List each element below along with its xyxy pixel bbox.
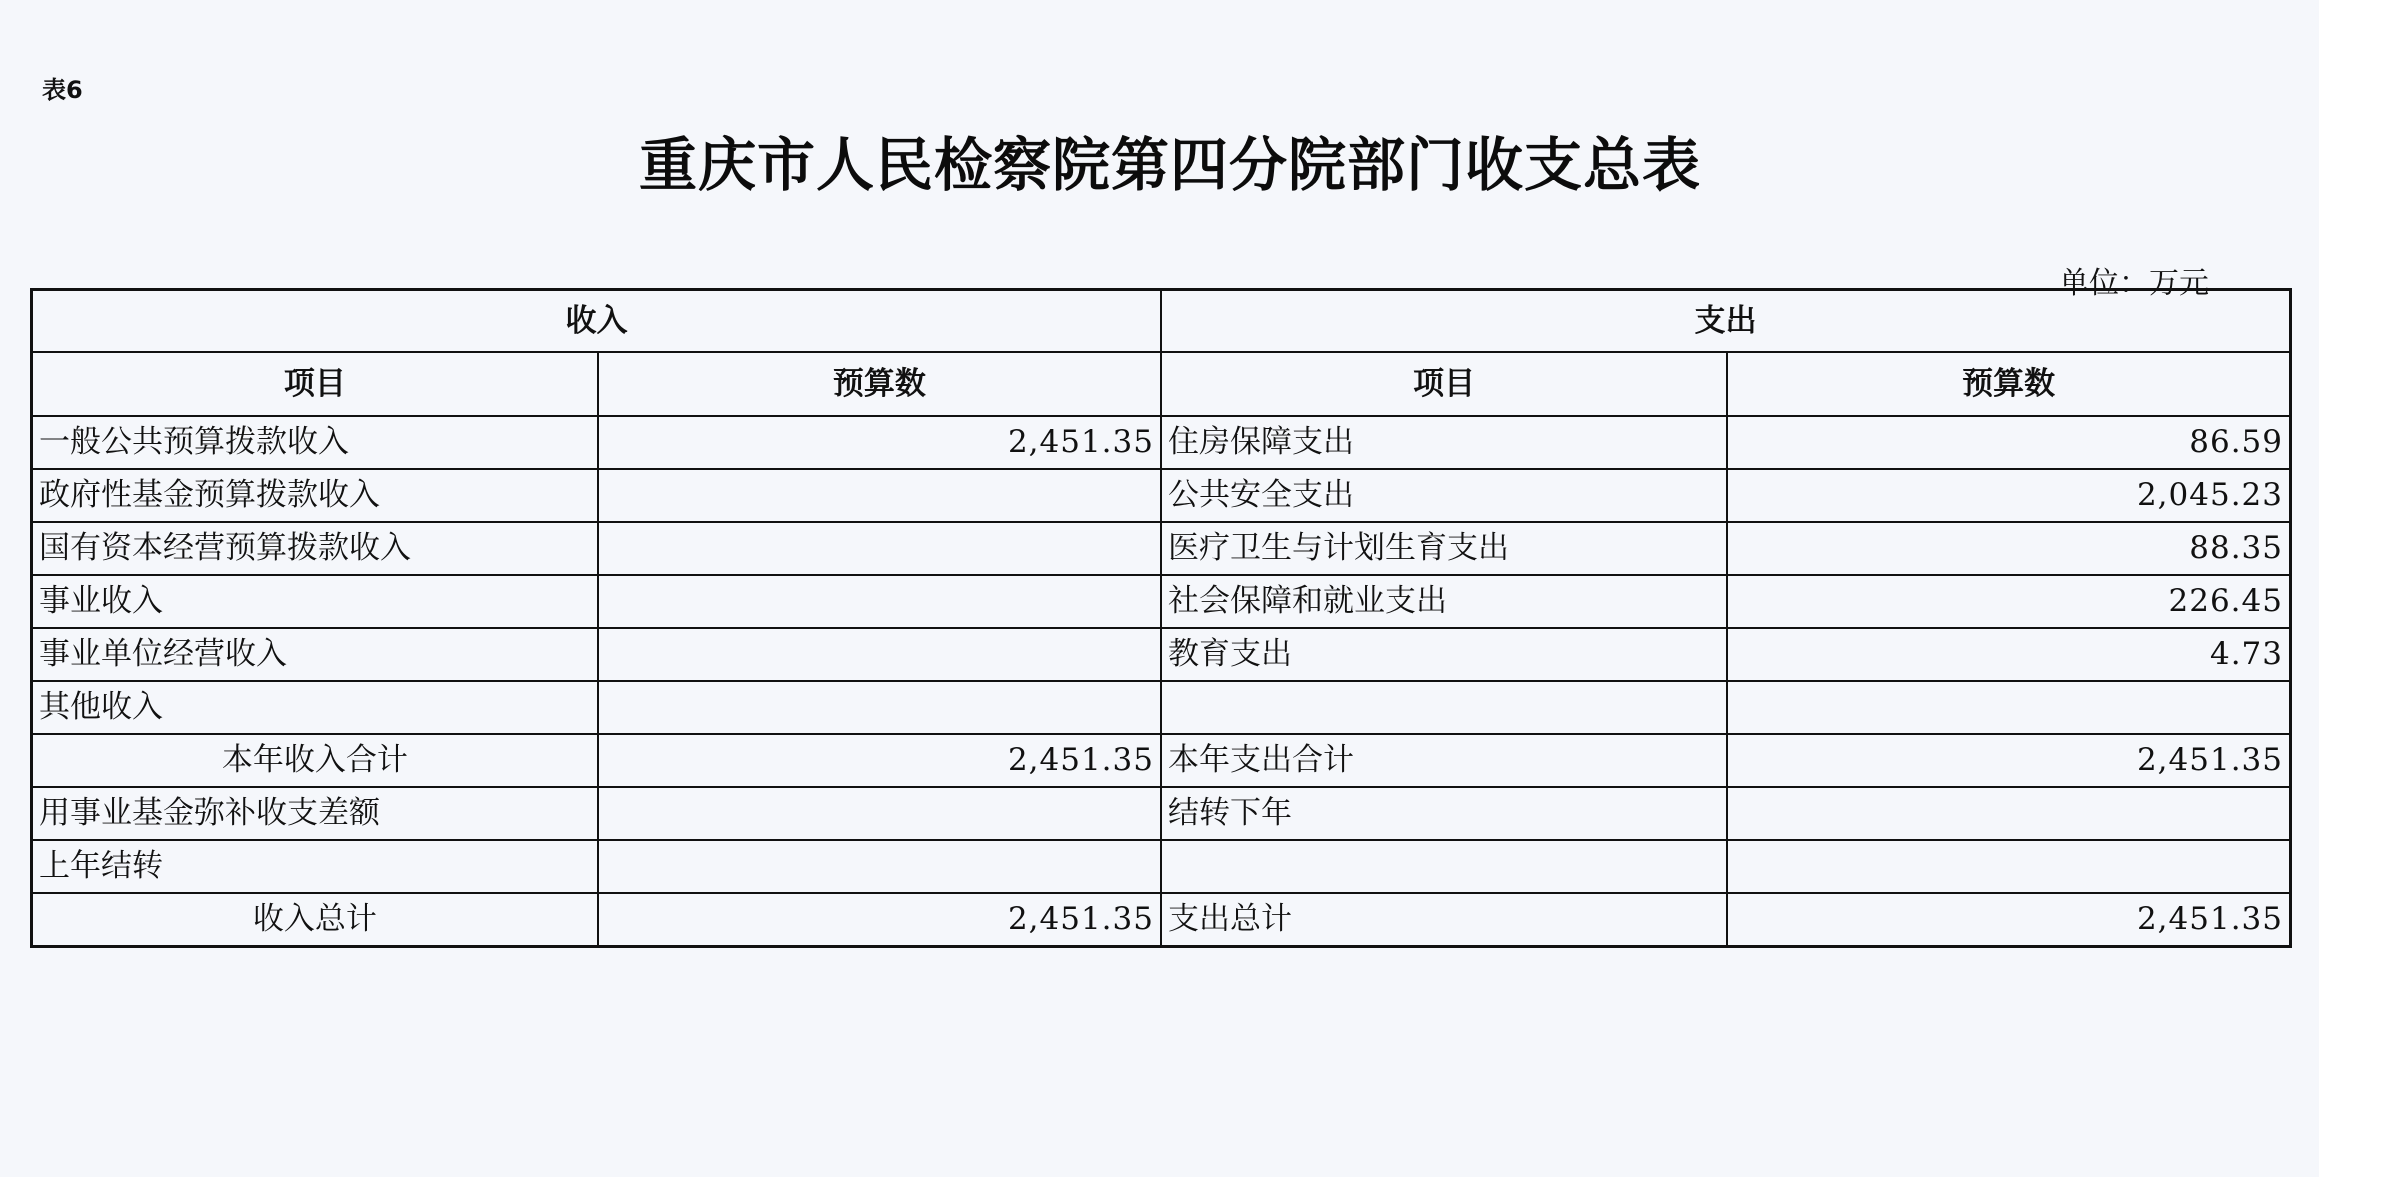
expense-amount-cell xyxy=(1727,787,2290,840)
table-row xyxy=(32,575,2291,628)
income-amount-cell xyxy=(598,469,1161,522)
column-header-row xyxy=(32,352,2291,416)
table-row xyxy=(32,787,2291,840)
expense-amount-header: 预算数 xyxy=(1727,352,2290,416)
page-title: 重庆市人民检察院第四分院部门收支总表 xyxy=(638,131,1701,199)
expense-group-header: 支出 xyxy=(1161,290,2291,353)
expense-item-cell: 公共安全支出 xyxy=(1161,469,1727,522)
expense-item-cell: 结转下年 xyxy=(1161,787,1727,840)
income-item-cell: 一般公共预算拨款收入 xyxy=(32,416,598,469)
income-item-cell: 其他收入 xyxy=(32,681,598,734)
expense-amount-cell: 88.35 xyxy=(1727,522,2290,575)
expense-amount-cell xyxy=(1727,681,2290,734)
expense-subtotal-label: 本年支出合计 xyxy=(1161,734,1727,787)
expense-amount-cell: 4.73 xyxy=(1727,628,2290,681)
income-amount-cell xyxy=(598,840,1161,893)
income-item-cell: 事业收入 xyxy=(32,575,598,628)
budget-table xyxy=(30,288,2292,948)
table-row xyxy=(32,522,2291,575)
expense-grand-total-label: 支出总计 xyxy=(1161,893,1727,947)
income-amount-cell xyxy=(598,681,1161,734)
expense-amount-cell: 2,451.35 xyxy=(1727,893,2290,947)
income-item-cell: 政府性基金预算拨款收入 xyxy=(32,469,598,522)
table-row xyxy=(32,469,2291,522)
table-row xyxy=(32,628,2291,681)
income-amount-cell xyxy=(598,522,1161,575)
expense-item-cell xyxy=(1161,681,1727,734)
income-item-cell: 用事业基金弥补收支差额 xyxy=(32,787,598,840)
expense-item-cell: 住房保障支出 xyxy=(1161,416,1727,469)
income-item-cell: 事业单位经营收入 xyxy=(32,628,598,681)
table-row xyxy=(32,893,2291,947)
table-row xyxy=(32,416,2291,469)
expense-item-header: 项目 xyxy=(1161,352,1727,416)
income-subtotal-label: 本年收入合计 xyxy=(32,734,598,787)
table-row xyxy=(32,734,2291,787)
income-amount-cell: 2,451.35 xyxy=(598,734,1161,787)
table-row xyxy=(32,840,2291,893)
expense-item-cell: 教育支出 xyxy=(1161,628,1727,681)
table-row xyxy=(32,681,2291,734)
expense-amount-cell: 226.45 xyxy=(1727,575,2290,628)
expense-item-cell: 社会保障和就业支出 xyxy=(1161,575,1727,628)
expense-amount-cell: 2,451.35 xyxy=(1727,734,2290,787)
table-number: 表6 xyxy=(42,76,83,104)
income-item-header: 项目 xyxy=(32,352,598,416)
expense-item-cell xyxy=(1161,840,1727,893)
income-amount-cell xyxy=(598,575,1161,628)
income-group-header: 收入 xyxy=(32,290,1161,353)
income-amount-cell: 2,451.35 xyxy=(598,893,1161,947)
income-item-cell: 上年结转 xyxy=(32,840,598,893)
income-grand-total-label: 收入总计 xyxy=(32,893,598,947)
expense-item-cell: 医疗卫生与计划生育支出 xyxy=(1161,522,1727,575)
income-amount-cell xyxy=(598,787,1161,840)
income-amount-header: 预算数 xyxy=(598,352,1161,416)
income-amount-cell xyxy=(598,628,1161,681)
group-header-row xyxy=(32,290,2291,353)
income-item-cell: 国有资本经营预算拨款收入 xyxy=(32,522,598,575)
unit-label: 单位：万元 xyxy=(2059,266,2209,301)
expense-amount-cell xyxy=(1727,840,2290,893)
income-amount-cell: 2,451.35 xyxy=(598,416,1161,469)
expense-amount-cell: 86.59 xyxy=(1727,416,2290,469)
expense-amount-cell: 2,045.23 xyxy=(1727,469,2290,522)
